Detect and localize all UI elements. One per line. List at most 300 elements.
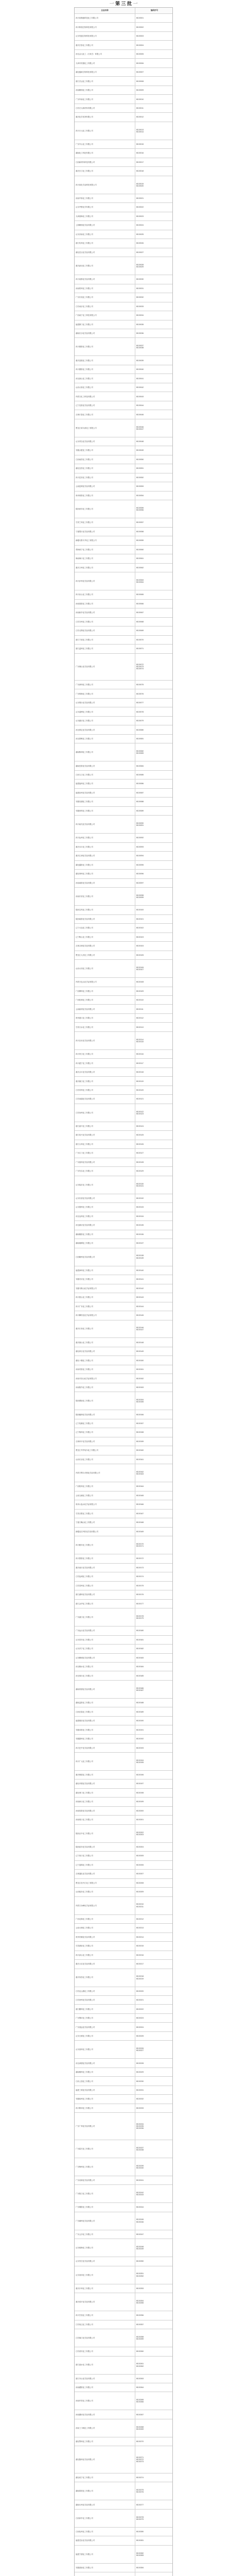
table-row bbox=[75, 455, 172, 464]
code-cell bbox=[135, 2572, 172, 2576]
company-name: 江苏盐城化工有限公司 bbox=[75, 1572, 135, 1581]
code-cell bbox=[135, 86, 172, 94]
table-row bbox=[75, 528, 172, 536]
code-value: BD20226 bbox=[136, 2047, 144, 2050]
table-row bbox=[75, 1582, 172, 1590]
code-value: BD20149 bbox=[136, 1350, 144, 1353]
company-name: 福建厦门化工有限公司 bbox=[75, 320, 135, 329]
company-name: 湖北荆门化工有限公司 bbox=[75, 1789, 135, 1797]
code-cell bbox=[135, 761, 172, 770]
code-value: BD20041 bbox=[136, 377, 144, 380]
company-name: 陕西渭南化工有限公司 bbox=[75, 1392, 135, 1410]
company-name: 湖北十堰化工有限公司 bbox=[75, 1356, 135, 1364]
table-row bbox=[75, 86, 172, 95]
company-name: 江苏无锡化学品有限公司 bbox=[75, 626, 135, 635]
company-name: 山西临汾化工有限公司 bbox=[75, 1888, 135, 1896]
code-value: BD20144 bbox=[136, 1305, 144, 1308]
table-row bbox=[75, 761, 172, 770]
code-cell bbox=[135, 212, 172, 221]
company-name: 湖北宜昌化工有限公司 bbox=[75, 464, 135, 472]
code-value: BD20213 bbox=[136, 1927, 144, 1929]
table-row bbox=[75, 1032, 172, 1050]
table-row bbox=[75, 1383, 172, 1392]
code-cell bbox=[135, 1572, 172, 1581]
table-row bbox=[75, 1365, 172, 1374]
company-name: 上海精细化学品有限公司 bbox=[75, 221, 135, 229]
code-cell bbox=[135, 978, 172, 986]
code-cell bbox=[135, 600, 172, 608]
code-value: BD20034 bbox=[136, 314, 144, 317]
table-row bbox=[75, 1248, 172, 1266]
company-name: 河南信阳化学品有限公司 bbox=[75, 1807, 135, 1815]
table-row bbox=[75, 1600, 172, 1608]
company-name: 贵州遵义化工有限公司 bbox=[75, 1014, 135, 1022]
code-cell bbox=[135, 1194, 172, 1202]
company-name: 内蒙古鄂尔多斯化学品有限公司 bbox=[75, 1464, 135, 1482]
table-row bbox=[75, 1725, 172, 1734]
company-name: 山东临沂化工有限公司 bbox=[75, 1176, 135, 1194]
code-value: BD20244 bbox=[136, 2206, 144, 2209]
company-name: 广东茂名化工有限公司 bbox=[75, 1167, 135, 1175]
table-row bbox=[75, 2357, 172, 2375]
table-row bbox=[75, 1671, 172, 1680]
code-value: BD20091 bbox=[136, 824, 144, 827]
code-cell bbox=[135, 2311, 172, 2319]
table-row bbox=[75, 1050, 172, 1059]
code-cell bbox=[135, 1843, 172, 1851]
table-row bbox=[75, 572, 172, 590]
code-value: BD20206 bbox=[136, 1863, 144, 1866]
company-name: 辽宁营口化工有限公司 bbox=[75, 1852, 135, 1860]
table-row bbox=[75, 140, 172, 149]
code-cell bbox=[135, 41, 172, 49]
code-value: BD20007 bbox=[136, 71, 144, 74]
company-name: 湖南株洲化工有限公司 bbox=[75, 743, 135, 761]
table-row bbox=[75, 1221, 172, 1230]
table-row bbox=[75, 870, 172, 878]
code-cell bbox=[135, 293, 172, 301]
code-value: BD20281 bbox=[136, 2539, 144, 2542]
code-value: BD20084 bbox=[136, 765, 144, 767]
table-row bbox=[75, 1230, 172, 1239]
company-name: 内蒙古赤峰化学品有限公司 bbox=[75, 1897, 135, 1914]
table-row bbox=[75, 1275, 172, 1284]
code-value: BD20187 bbox=[136, 1689, 144, 1691]
code-value: BD20237 bbox=[136, 2146, 144, 2149]
code-value: BD20071 bbox=[136, 648, 144, 650]
code-cell bbox=[135, 1284, 172, 1293]
company-name: 安徽马鞍山化学品有限公司 bbox=[75, 1284, 135, 1293]
code-cell bbox=[135, 2419, 172, 2437]
code-cell bbox=[135, 1311, 172, 1319]
company-name: 安徽阜阳化工有限公司 bbox=[75, 1725, 135, 1734]
code-cell bbox=[135, 1392, 172, 1410]
code-value: BD20069 bbox=[136, 630, 144, 632]
code-value: BD20145 bbox=[136, 1314, 144, 1317]
code-value: BD20275 bbox=[136, 2489, 144, 2492]
table-row bbox=[75, 1933, 172, 1942]
code-cell bbox=[135, 1717, 172, 1725]
code-cell bbox=[135, 2023, 172, 2031]
code-value: BD20142 bbox=[136, 1287, 144, 1290]
table-row bbox=[75, 1807, 172, 1816]
table-row bbox=[75, 492, 172, 500]
code-value: BD20280 bbox=[136, 2530, 144, 2533]
company-name: 广东湛江化工有限公司 bbox=[75, 1608, 135, 1626]
code-value: BD20193 bbox=[136, 1747, 144, 1749]
code-cell bbox=[135, 1266, 172, 1275]
table-row bbox=[75, 636, 172, 645]
code-value: BD20137 bbox=[136, 1242, 144, 1245]
code-cell bbox=[135, 1338, 172, 1346]
company-name: 广西北海化工有限公司 bbox=[75, 1915, 135, 1923]
company-name: 安徽合肥化工有限公司 bbox=[75, 446, 135, 454]
company-name: 湖北孝感化学品有限公司 bbox=[75, 1780, 135, 1788]
table-row bbox=[75, 2113, 172, 2140]
code-cell bbox=[135, 1725, 172, 1734]
code-value: BD20263 bbox=[136, 2377, 144, 2380]
company-name bbox=[75, 2572, 135, 2576]
company-name: 吉林吉林化学品有限公司 bbox=[75, 942, 135, 950]
company-name: 福建莆田化学品有限公司 bbox=[75, 1717, 135, 1725]
code-value: BD20196 bbox=[136, 1773, 144, 1776]
table-row bbox=[75, 41, 172, 49]
code-cell bbox=[135, 1536, 172, 1554]
code-cell bbox=[135, 248, 172, 257]
code-cell bbox=[135, 2500, 172, 2509]
table-row bbox=[75, 1951, 172, 1960]
code-value: BD20044 bbox=[136, 404, 144, 407]
code-value: BD20236 bbox=[136, 2127, 144, 2130]
code-cell bbox=[135, 2176, 172, 2184]
company-name: 广西桂林化工有限公司 bbox=[75, 996, 135, 1004]
code-cell bbox=[135, 1528, 172, 1536]
code-value: BD20183 bbox=[136, 1656, 144, 1659]
company-name: 广东东莞化工有限公司 bbox=[75, 293, 135, 301]
code-cell bbox=[135, 392, 172, 400]
table-row bbox=[75, 302, 172, 311]
code-value: BD20038 bbox=[136, 347, 144, 349]
company-name: 江苏常州化工有限公司 bbox=[75, 1086, 135, 1094]
code-value: BD20221 bbox=[136, 1999, 144, 2002]
company-name: 广西梧州化工有限公司 bbox=[75, 1482, 135, 1490]
company-name: 湖北鑫源生物科技有限公司 bbox=[75, 68, 135, 76]
company-name: 贵州贵阳化工有限公司 bbox=[75, 492, 135, 500]
code-value: BD20259 bbox=[136, 2338, 144, 2341]
company-name: 四川攀枝花化学品有限公司 bbox=[75, 1311, 135, 1319]
company-name: 四川甘孜化工有限公司 bbox=[75, 2311, 135, 2319]
code-cell bbox=[135, 518, 172, 527]
table-row bbox=[75, 987, 172, 996]
code-value: BD20232 bbox=[136, 2098, 144, 2100]
company-name: 江苏泰州化工有限公司 bbox=[75, 1582, 135, 1590]
code-value: BD20172 bbox=[136, 1557, 144, 1560]
code-value: BD20136 bbox=[136, 1233, 144, 1235]
table-row bbox=[75, 2419, 172, 2437]
code-value: BD20171 bbox=[136, 1545, 144, 1548]
code-value: BD20222 bbox=[136, 2008, 144, 2010]
code-value: BD20189 bbox=[136, 1710, 144, 1713]
code-value: BD20099 bbox=[136, 896, 144, 899]
code-cell bbox=[135, 365, 172, 374]
company-name: 重庆开州化工有限公司 bbox=[75, 2284, 135, 2293]
code-value: BD20209 bbox=[136, 1891, 144, 1893]
code-value: BD20185 bbox=[136, 1674, 144, 1677]
code-cell bbox=[135, 1095, 172, 1103]
code-value: BD20014 bbox=[136, 130, 144, 133]
code-value: BD20175 bbox=[136, 1584, 144, 1587]
code-cell bbox=[135, 329, 172, 337]
company-name: 广东河源化学品有限公司 bbox=[75, 2176, 135, 2184]
code-value: BD20256 bbox=[136, 2314, 144, 2317]
company-name: 甘肃兰州化工有限公司 bbox=[75, 518, 135, 527]
table-row bbox=[75, 311, 172, 320]
company-name: 湖南衡阳化工有限公司 bbox=[75, 1230, 135, 1239]
company-name: 广东汕头化学品有限公司 bbox=[75, 1626, 135, 1635]
code-value: BD20101 bbox=[136, 918, 144, 920]
code-cell bbox=[135, 1383, 172, 1392]
code-cell bbox=[135, 1149, 172, 1157]
code-cell bbox=[135, 1510, 172, 1518]
company-name: 四川宜宾化工有限公司 bbox=[75, 473, 135, 482]
code-value: BD20087 bbox=[136, 791, 144, 794]
code-value: BD20001 bbox=[136, 17, 144, 20]
code-value: BD20163 bbox=[136, 1473, 144, 1476]
table-row bbox=[75, 725, 172, 734]
code-cell bbox=[135, 1807, 172, 1815]
code-value: BD20174 bbox=[136, 1575, 144, 1578]
code-value: BD20165 bbox=[136, 1494, 144, 1497]
company-name: 陕西榆林化学品有限公司 bbox=[75, 1410, 135, 1418]
code-cell bbox=[135, 987, 172, 995]
company-name: 湖北荆州化工有限公司 bbox=[75, 870, 135, 878]
table-row bbox=[75, 2230, 172, 2239]
code-value: BD20124 bbox=[136, 1125, 144, 1127]
code-cell bbox=[135, 915, 172, 923]
company-name: 山东威海化工有限公司 bbox=[75, 2239, 135, 2257]
table-row bbox=[75, 50, 172, 59]
table-row bbox=[75, 2239, 172, 2257]
company-name: 重庆宏泰化工有限公司 bbox=[75, 41, 135, 49]
code-value: BD20057 bbox=[136, 521, 144, 524]
code-cell bbox=[135, 960, 172, 977]
code-value: BD20258 bbox=[136, 2335, 144, 2338]
code-value: BD20059 bbox=[136, 539, 144, 542]
company-name: 吉林通化化学品有限公司 bbox=[75, 1870, 135, 1878]
company-name: 湖南湘潭化工有限公司 bbox=[75, 1239, 135, 1247]
company-name: 甘肃天水化工有限公司 bbox=[75, 1023, 135, 1031]
code-value: BD20039 bbox=[136, 359, 144, 362]
code-cell bbox=[135, 2086, 172, 2094]
code-cell bbox=[135, 572, 172, 590]
company-name: 广东肇庆化工有限公司 bbox=[75, 2014, 135, 2022]
code-cell bbox=[135, 717, 172, 725]
company-name: 河南开封化工有限公司 bbox=[75, 888, 135, 905]
code-value: BD20154 bbox=[136, 1399, 144, 1401]
code-value: BD20161 bbox=[136, 1458, 144, 1461]
code-cell bbox=[135, 1771, 172, 1779]
code-value: BD20092 bbox=[136, 837, 144, 839]
table-row bbox=[75, 1347, 172, 1356]
code-cell bbox=[135, 689, 172, 698]
table-row bbox=[75, 176, 172, 194]
table-row bbox=[75, 518, 172, 527]
company-name: 黑龙江齐齐哈尔化工有限公司 bbox=[75, 1446, 135, 1454]
code-cell bbox=[135, 1654, 172, 1662]
code-value: BD20096 bbox=[136, 873, 144, 875]
code-cell bbox=[135, 2357, 172, 2374]
company-name: 河南精细化工有限公司 bbox=[75, 86, 135, 94]
company-name: 重庆荣昌化工有限公司 bbox=[75, 1969, 135, 1987]
company-name: 浙江台州化工有限公司 bbox=[75, 1140, 135, 1148]
table-row bbox=[75, 1879, 172, 1888]
table-row bbox=[75, 122, 172, 140]
company-name: 湖北襄阳化工有限公司 bbox=[75, 861, 135, 869]
code-value: BD20082 bbox=[136, 750, 144, 753]
code-cell bbox=[135, 1482, 172, 1490]
code-cell bbox=[135, 564, 172, 572]
code-cell bbox=[135, 2203, 172, 2211]
code-value: BD20282 bbox=[136, 2552, 144, 2554]
code-value: BD20037 bbox=[136, 345, 144, 347]
code-cell bbox=[135, 608, 172, 617]
table-row bbox=[75, 2023, 172, 2031]
table-row bbox=[75, 1320, 172, 1338]
code-value: BD20078 bbox=[136, 710, 144, 713]
code-cell bbox=[135, 590, 172, 599]
table-row bbox=[75, 654, 172, 681]
code-value: BD20228 bbox=[136, 2062, 144, 2064]
code-cell bbox=[135, 2059, 172, 2067]
table-row bbox=[75, 1924, 172, 1933]
code-value: BD20088 bbox=[136, 801, 144, 803]
company-name: 广东江门化工有限公司 bbox=[75, 1149, 135, 1157]
code-value: BD20211 bbox=[136, 1905, 144, 1908]
company-name: 青海西宁化工有限公司 bbox=[75, 546, 135, 554]
code-value: BD20020 bbox=[136, 184, 144, 187]
col-header-code: 编码序号 bbox=[150, 9, 158, 12]
company-name: 河北邢台化工有限公司 bbox=[75, 1671, 135, 1680]
table-row bbox=[75, 1663, 172, 1671]
code-value: BD20062 bbox=[136, 566, 144, 569]
table-row bbox=[75, 1059, 172, 1067]
code-value: BD20155 bbox=[136, 1401, 144, 1403]
code-cell bbox=[135, 2257, 172, 2265]
company-name: 河北保定化学品有限公司 bbox=[75, 725, 135, 734]
code-value: BD20098 bbox=[136, 894, 144, 896]
code-cell bbox=[135, 2564, 172, 2572]
code-cell bbox=[135, 1852, 172, 1860]
code-value: BD20035 bbox=[136, 323, 144, 326]
code-value: BD20003 bbox=[136, 35, 144, 38]
code-value: BD20122 bbox=[136, 1110, 144, 1113]
table-row bbox=[75, 1167, 172, 1176]
company-name: 四川资阳化工有限公司 bbox=[75, 1554, 135, 1563]
code-value: BD20268 bbox=[136, 2426, 144, 2428]
code-cell bbox=[135, 2528, 172, 2536]
code-cell bbox=[135, 167, 172, 175]
code-value: BD20190 bbox=[136, 1720, 144, 1722]
code-cell bbox=[135, 2095, 172, 2103]
table-row bbox=[75, 2392, 172, 2410]
company-name: 重庆江津化学品有限公司 bbox=[75, 852, 135, 860]
code-value: BD20085 bbox=[136, 773, 144, 776]
company-name: 河北唐山化工有限公司 bbox=[75, 374, 135, 382]
company-name: 广东梅州化工有限公司 bbox=[75, 2158, 135, 2176]
code-cell bbox=[135, 1176, 172, 1194]
code-cell bbox=[135, 1437, 172, 1446]
code-value: BD20186 bbox=[136, 1687, 144, 1689]
table-row bbox=[75, 699, 172, 707]
code-value: BD20027 bbox=[136, 251, 144, 253]
table-row bbox=[75, 221, 172, 230]
company-name: 重庆南川化学品有限公司 bbox=[75, 1564, 135, 1572]
company-name: 山西太原化工有限公司 bbox=[75, 383, 135, 392]
code-cell bbox=[135, 500, 172, 518]
table-row bbox=[75, 2500, 172, 2509]
code-value: BD20111 bbox=[136, 1008, 144, 1010]
code-cell bbox=[135, 888, 172, 905]
company-name: 湖南长沙化学品有限公司 bbox=[75, 329, 135, 337]
code-value: BD20128 bbox=[136, 1161, 144, 1163]
code-value: BD20180 bbox=[136, 1630, 144, 1632]
code-value: BD20230 bbox=[136, 2080, 144, 2082]
company-name: 重庆梁平化学品有限公司 bbox=[75, 2293, 135, 2311]
code-value: BD20225 bbox=[136, 2035, 144, 2038]
code-value: BD20016 bbox=[136, 152, 144, 155]
company-name: 四川乐山化工有限公司 bbox=[75, 590, 135, 599]
table-row bbox=[75, 1843, 172, 1852]
code-value: BD20056 bbox=[136, 509, 144, 512]
code-value: BD20160 bbox=[136, 1449, 144, 1452]
table-row bbox=[75, 1518, 172, 1527]
company-name: 广东佛山化学品有限公司 bbox=[75, 654, 135, 680]
company-name: 四川巴中化学品有限公司 bbox=[75, 1743, 135, 1752]
code-cell bbox=[135, 546, 172, 554]
code-cell bbox=[135, 1032, 172, 1049]
code-value: BD20046 bbox=[136, 426, 144, 428]
code-value: BD20023 bbox=[136, 215, 144, 217]
code-value: BD20253 bbox=[136, 2287, 144, 2290]
code-cell bbox=[135, 1671, 172, 1680]
company-name: 四川德阳化工有限公司 bbox=[75, 365, 135, 374]
table-row bbox=[75, 77, 172, 86]
code-value: BD20273 bbox=[136, 2461, 144, 2463]
code-value: BD20162 bbox=[136, 1471, 144, 1473]
code-cell bbox=[135, 906, 172, 914]
col-header-name: 企业名称 bbox=[75, 8, 135, 13]
table-row bbox=[75, 104, 172, 113]
company-name: 湖北武汉化学品有限公司 bbox=[75, 248, 135, 257]
table-row bbox=[75, 158, 172, 167]
table-row bbox=[75, 2212, 172, 2230]
company-name: 广东潮州化学品有限公司 bbox=[75, 2212, 135, 2230]
code-value: BD20240 bbox=[136, 2166, 144, 2169]
table-row bbox=[75, 257, 172, 275]
table-row bbox=[75, 1428, 172, 1437]
table-row bbox=[75, 23, 172, 31]
company-name: 湖南益阳化工有限公司 bbox=[75, 1699, 135, 1707]
table-row bbox=[75, 1104, 172, 1122]
company-name: 重庆永川化工有限公司 bbox=[75, 843, 135, 851]
code-value: BD20242 bbox=[136, 2192, 144, 2194]
table-row bbox=[75, 1239, 172, 1248]
code-value: BD20250 bbox=[136, 2260, 144, 2263]
code-cell bbox=[135, 176, 172, 194]
company-name: 四川眉山化工有限公司 bbox=[75, 1293, 135, 1301]
code-cell bbox=[135, 852, 172, 860]
code-cell bbox=[135, 2293, 172, 2311]
